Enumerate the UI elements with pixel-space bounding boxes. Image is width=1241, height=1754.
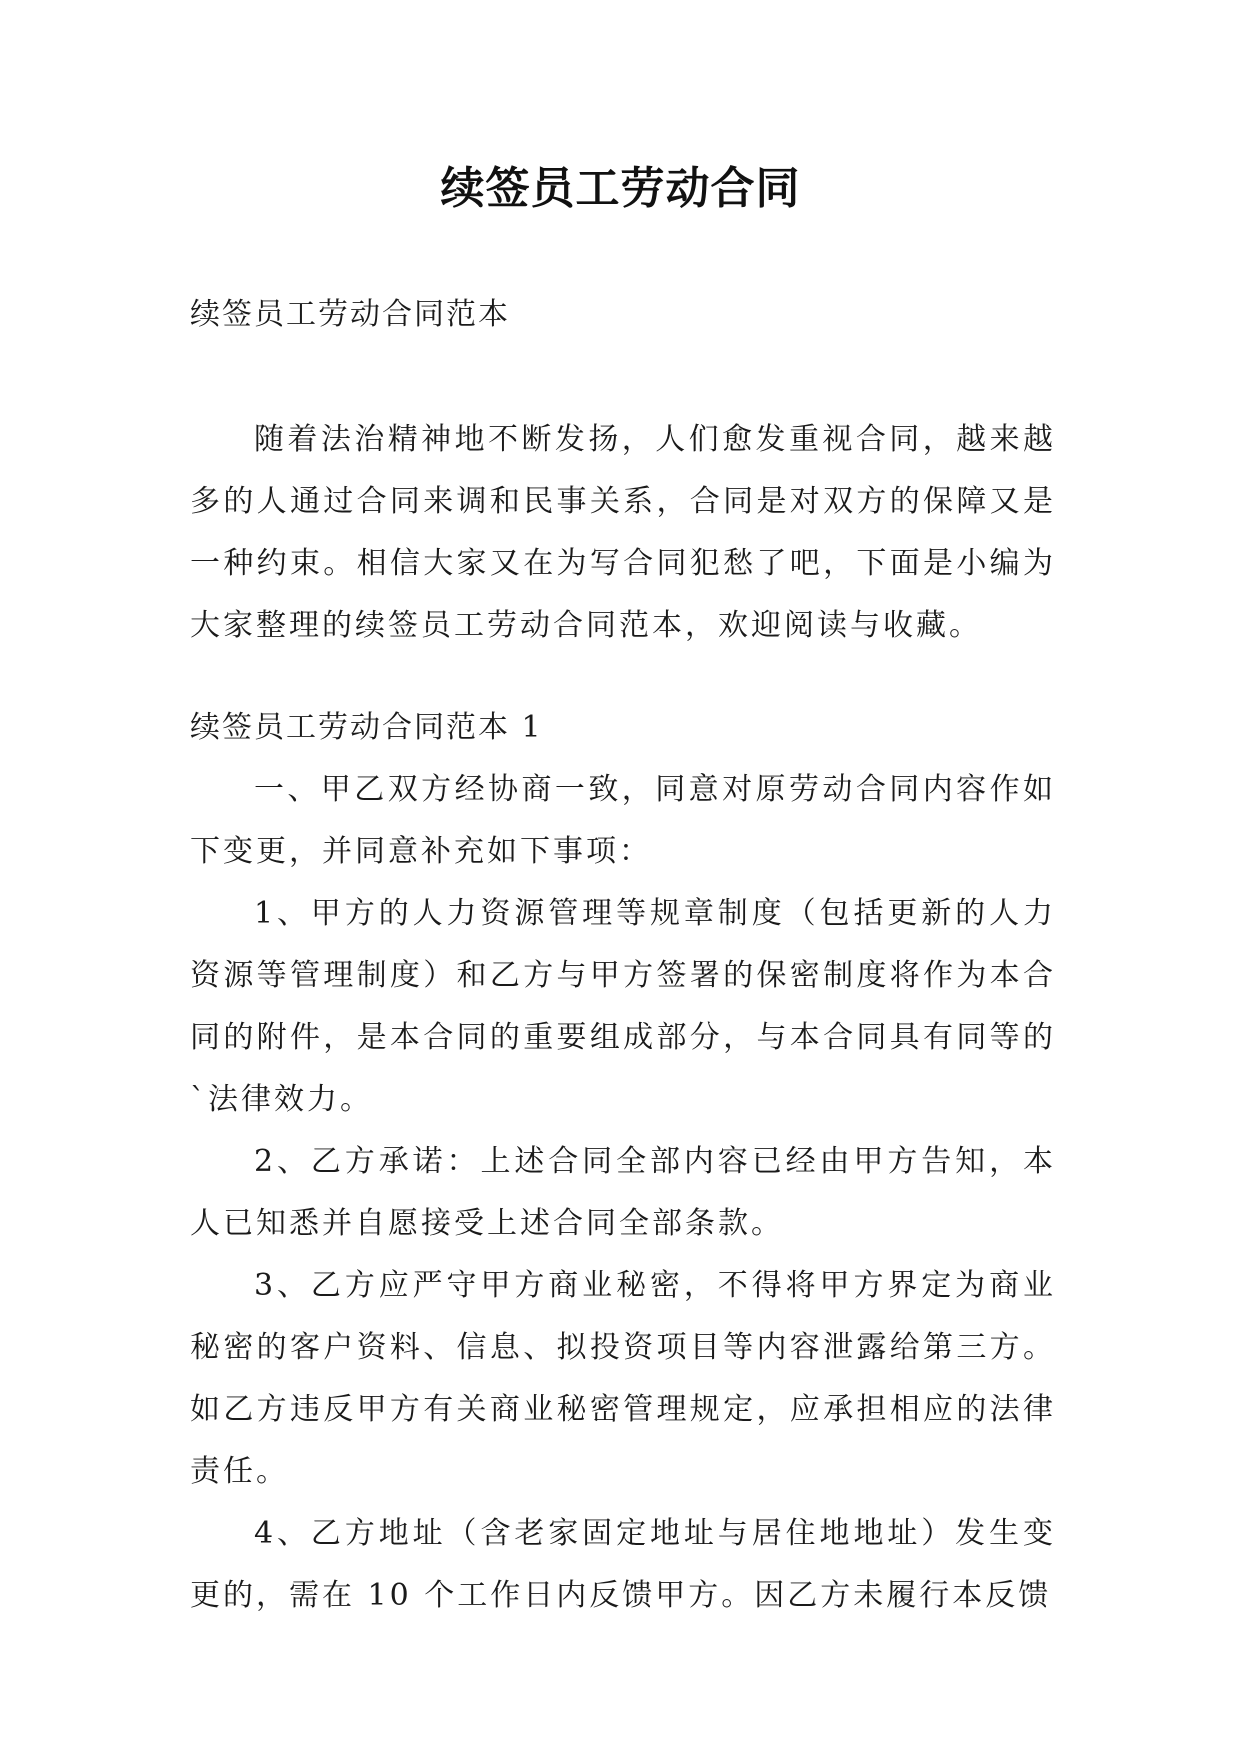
- section-heading: 续签员工劳动合同范本 1: [190, 710, 543, 745]
- section-body: [190, 759, 1056, 1627]
- clause-paragraph: 4、乙方地址（含老家固定地址与居住地地址）发生变更的，需在 10 个工作日内反馈甲方。因乙方未履行本反馈: [190, 1516, 1056, 1613]
- clause-paragraph: 3、乙方应严守甲方商业秘密，不得将甲方界定为商业秘密的客户资料、信息、拟投资项目等内容泄露给第三方。如乙方违反甲方有关商业秘密管理规定，应承担相应的法律责任。: [190, 1268, 1056, 1489]
- intro-paragraph: 随着法治精神地不断发扬，人们愈发重视合同，越来越多的人通过合同来调和民事关系，合同是对双方的保障又是一种约束。相信大家又在为写合同犯愁了吧，下面是小编为大家整理的续签员工劳动合同范本，欢迎阅读与收藏。: [190, 422, 1056, 643]
- clause-paragraph: 2、乙方承诺：上述合同全部内容已经由甲方告知，本人已知悉并自愿接受上述合同全部条款。: [190, 1144, 1056, 1241]
- document-subtitle: 续签员工劳动合同范本: [190, 297, 510, 332]
- document-title: 续签员工劳动合同: [440, 163, 801, 214]
- clause-paragraph: 一、甲乙双方经协商一致，同意对原劳动合同内容作如下变更，并同意补充如下事项：: [190, 772, 1056, 869]
- clause-paragraph: 1、甲方的人力资源管理等规章制度（包括更新的人力资源等管理制度）和乙方与甲方签署的保密制度将作为本合同的附件，是本合同的重要组成部分，与本合同具有同等的`法律效力。: [190, 896, 1056, 1117]
